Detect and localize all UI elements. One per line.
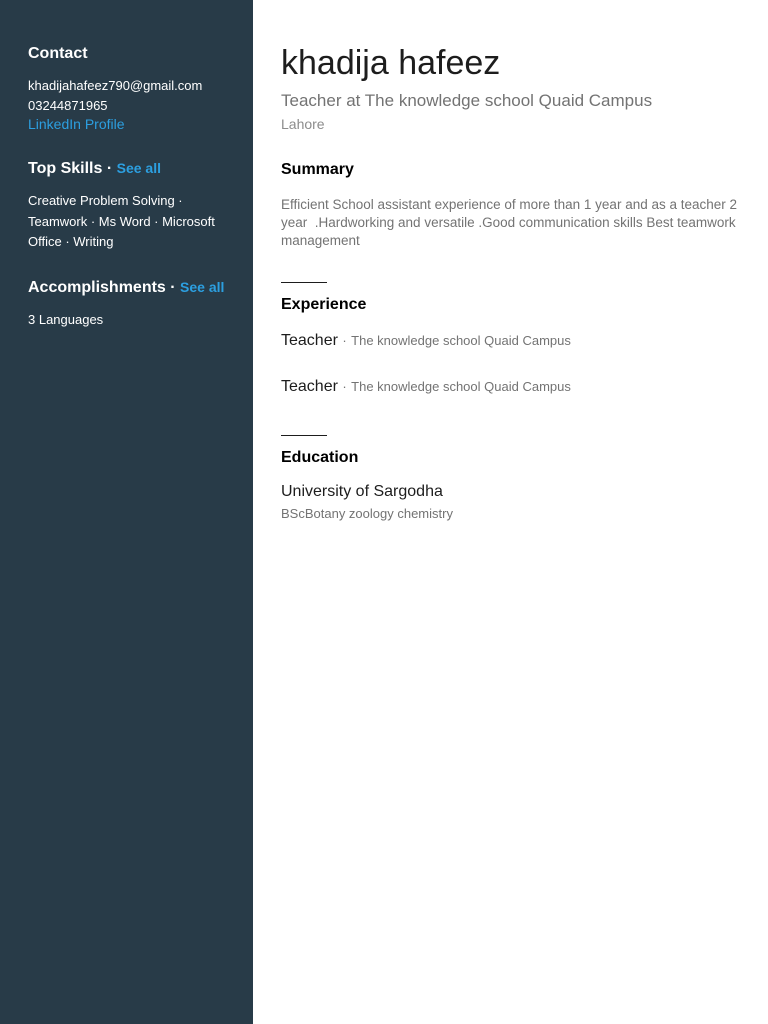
- education-degree: BScBotany zoology chemistry: [281, 506, 453, 521]
- experience-company: The knowledge school Quaid Campus: [351, 379, 571, 394]
- accomplishments-heading: Accomplishments: [28, 278, 166, 296]
- accomplishments-section: [28, 277, 233, 330]
- summary-text: Efficient School assistant experience of more than 1 year and as a teacher 2 year .Hardworking and versatile .Good communication skills Best teamwork management: [281, 197, 741, 248]
- experience-separator: ·: [342, 333, 347, 348]
- experience-title: Teacher: [281, 332, 338, 349]
- accomplishments-see-all-link[interactable]: See all: [180, 278, 225, 295]
- linkedin-profile-link[interactable]: LinkedIn Profile: [28, 116, 125, 132]
- contact-section: [28, 44, 233, 134]
- experience-item: [281, 331, 740, 351]
- heading-separator: ·: [106, 160, 113, 177]
- sidebar: [0, 0, 253, 1024]
- accomplishment-item: 3 Languages: [28, 311, 104, 327]
- top-skills-see-all-link[interactable]: See all: [116, 160, 161, 176]
- profile-name: khadija hafeez: [281, 44, 501, 82]
- skills-line: Creative Problem Solving ·: [28, 193, 183, 208]
- skills-line: Office · Writing: [28, 234, 114, 249]
- education-school: University of Sargodha: [281, 483, 443, 500]
- summary-heading: Summary: [281, 161, 354, 178]
- section-divider: [281, 435, 327, 436]
- experience-company: The knowledge school Quaid Campus: [351, 333, 571, 348]
- experience-title: Teacher: [281, 378, 338, 395]
- experience-section: [281, 295, 740, 397]
- accomplishments-heading-row: [28, 277, 233, 298]
- education-section: [281, 448, 740, 523]
- summary-section: [281, 160, 740, 250]
- contact-heading: Contact: [28, 45, 88, 62]
- education-heading: Education: [281, 449, 359, 466]
- profile-location: Lahore: [281, 116, 325, 132]
- heading-separator: ·: [170, 278, 176, 296]
- top-skills-heading: Top Skills: [28, 160, 103, 177]
- profile-headline: Teacher at The knowledge school Quaid Campus: [281, 91, 653, 110]
- experience-heading: Experience: [281, 296, 367, 313]
- main-content: [281, 0, 740, 523]
- top-skills-list: [28, 191, 233, 253]
- top-skills-section: [28, 158, 233, 253]
- section-divider: [281, 282, 327, 283]
- contact-phone: 03244871965: [28, 98, 108, 113]
- experience-item: [281, 377, 740, 397]
- top-skills-heading-row: [28, 158, 233, 179]
- experience-separator: ·: [342, 379, 347, 394]
- contact-email[interactable]: khadijahafeez790@gmail.com: [28, 78, 203, 93]
- skills-line: Teamwork · Ms Word · Microsoft: [28, 213, 215, 229]
